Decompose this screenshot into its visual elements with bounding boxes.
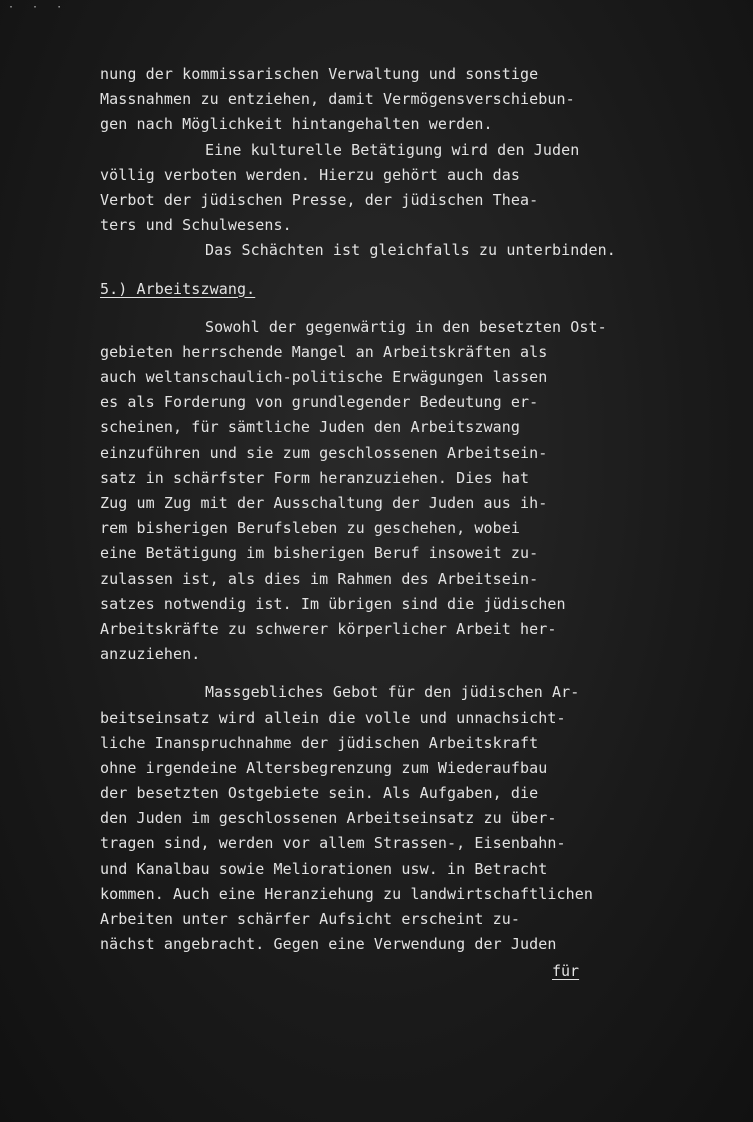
text-line: gen nach Möglichkeit hintangehalten werden. xyxy=(100,115,493,134)
paragraph-1 xyxy=(100,62,700,138)
text-line: Arbeiten unter schärfer Aufsicht erscheint zu- xyxy=(100,910,521,928)
text-line: rem bisherigen Berufsleben zu geschehen, wobei xyxy=(100,519,521,538)
catchword-next-page: für xyxy=(552,962,580,980)
text-line: der besetzten Ostgebiete sein. Als Aufgaben, die xyxy=(100,784,539,803)
text-line: den Juden im geschlossenen Arbeitseinsatz zu über- xyxy=(100,809,557,828)
text-line: ohne irgendeine Altersbegrenzung zum Wiederaufbau xyxy=(100,758,548,777)
text-line: satz in schärfster Form heranzuziehen. Dies hat xyxy=(100,468,530,487)
text-line: Eine kulturelle Betätigung wird den Juden xyxy=(205,140,580,159)
paragraph-4 xyxy=(100,315,700,668)
text-line: Arbeitskräfte zu schwerer körperlicher Arbeit her- xyxy=(100,619,557,638)
text-line: satzes notwendig ist. Im übrigen sind die jüdischen xyxy=(100,594,566,613)
text-line: nächst angebracht. Gegen eine Verwendung der Juden xyxy=(100,935,557,954)
text-line: beitseinsatz wird allein die volle und unnachsicht- xyxy=(100,708,566,727)
text-line: eine Betätigung im bisherigen Beruf insoweit zu- xyxy=(100,544,539,563)
text-line: und Kanalbau sowie Meliorationen usw. in Betracht xyxy=(100,859,548,878)
text-line: anzuziehen. xyxy=(100,645,201,664)
text-line: Massgebliches Gebot für den jüdischen Ar- xyxy=(205,683,580,702)
text-line: zulassen ist, als dies im Rahmen des Arbeitsein- xyxy=(100,569,539,588)
text-line: Verbot der jüdischen Presse, der jüdischen Thea- xyxy=(100,190,539,209)
paragraph-2 xyxy=(100,138,700,239)
scan-specks: · · · xyxy=(8,2,69,13)
text-line: auch weltanschaulich-politische Erwägungen lassen xyxy=(100,368,548,387)
heading-arbeitszwang: 5.) Arbeitszwang. xyxy=(100,279,256,298)
text-line: gebieten herrschende Mangel an Arbeitskräften als xyxy=(100,342,548,361)
spacer xyxy=(100,302,700,315)
text-line: es als Forderung von grundlegender Bedeutung er- xyxy=(100,393,539,412)
text-line: liche Inanspruchnahme der jüdischen Arbeitskraft xyxy=(100,733,539,752)
section-heading xyxy=(100,277,700,302)
text-line: ters und Schulwesens. xyxy=(100,216,292,235)
text-line: nung der kommissarischen Verwaltung und sonstige xyxy=(100,65,539,83)
text-line: Zug um Zug mit der Ausschaltung der Juden aus ih- xyxy=(100,494,548,512)
text-line: völlig verboten werden. Hierzu gehört auch das xyxy=(100,165,521,184)
text-line: tragen sind, werden vor allem Strassen-, Eisenbahn- xyxy=(100,834,566,853)
paragraph-3 xyxy=(100,238,700,263)
text-line: einzuführen und sie zum geschlossenen Arbeitsein- xyxy=(100,443,548,462)
text-line: kommen. Auch eine Heranziehung zu landwirtschaftlichen xyxy=(100,884,594,903)
spacer xyxy=(100,264,700,277)
typed-text-body xyxy=(100,62,700,957)
text-line: Sowohl der gegenwärtig in den besetzten Ost- xyxy=(205,317,607,336)
text-line: Massnahmen zu entziehen, damit Vermögensverschiebun- xyxy=(100,90,575,109)
text-line: scheinen, für sämtliche Juden den Arbeitszwang xyxy=(100,418,521,437)
paragraph-5 xyxy=(100,680,700,957)
spacer xyxy=(100,667,700,680)
text-line: Das Schächten ist gleichfalls zu unterbinden. xyxy=(205,241,616,260)
